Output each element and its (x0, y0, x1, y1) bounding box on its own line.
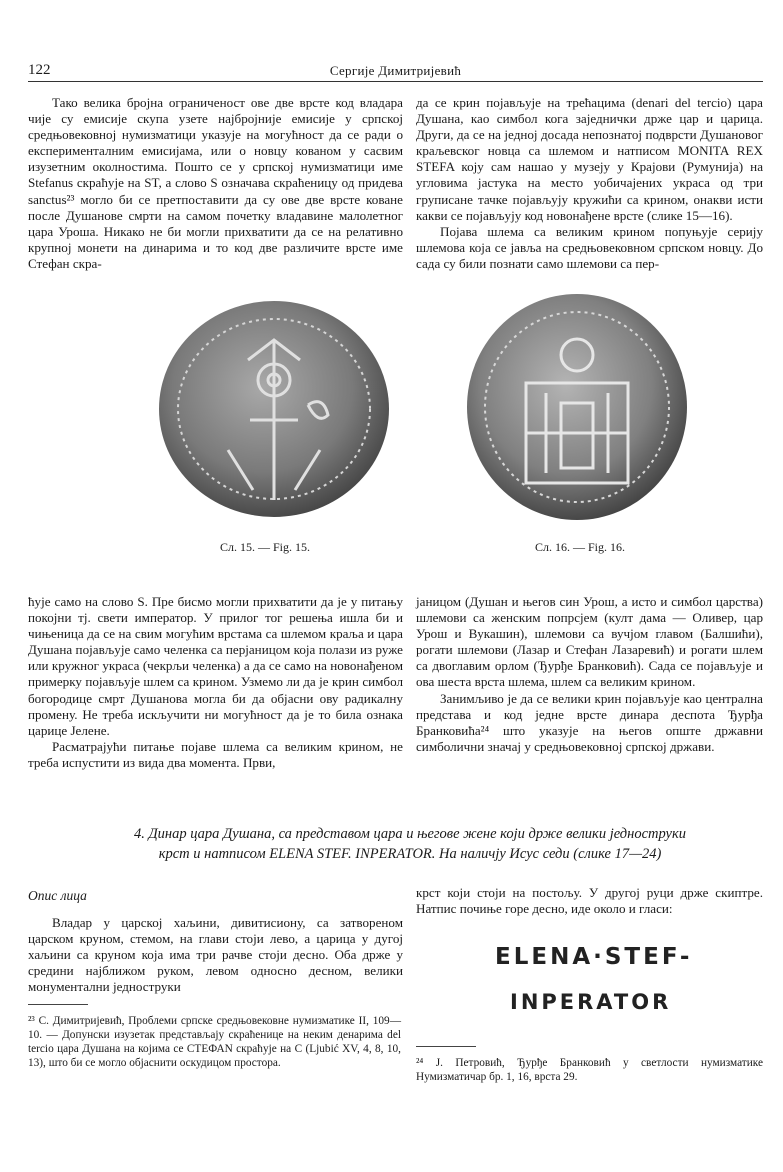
subheading: Опис лица (28, 888, 87, 903)
coin-image-fig15 (158, 300, 390, 518)
heading-line: крст и натписом ELENA STEF. INPERATOR. На наличју Исус седи (слике 17—24) (158, 846, 662, 862)
footnote-23: ²³ С. Димитријевић, Проблеми српске средњовековне нумизматике II, 109—10. — Допунски изузетак представљају скраћенице на неким денарима del tercio цара Душана на којима се СТЕФАN скраћује на С (Ljubić XV, 4, 8, 10, 13), што би се могло објаснити оскудицом простора. (28, 1015, 401, 1069)
inscription-line-1: ELENA·STEF- (495, 944, 693, 970)
paragraph: Појава шлема са великим крином попуњује серију шлемова која се јавља на средњовековном српском новцу. До сада су били познати само шлемови са пер- (416, 223, 763, 271)
paragraph: Расматрајући питање појаве шлема са великим крином, не треба испустити из вида два момента. Први, (28, 738, 403, 770)
lower-left-column (28, 915, 403, 995)
paragraph: Занимљиво је да се велики крин појављује као централна представа и код једне врсте динара деспота Ђурђа Бранковића²⁴ што указује на његов опште државни симболични значај у средњовековној српској држави. (416, 690, 763, 754)
paragraph: Тако велика бројна ограниченост ове две врсте код владара чије су емисије скупа узете најбројније емисије у српској средњовековној нумизматици указује на могућност да се ради о експерименталним емисијама, или о новцу кованом у сасвим изузетним околностима. Пошто се у српској нумизматици име Stefanus скраћује на ST, а слово S означава скраћеницу од придева sanctus²³ могло би се претпоставити да су ове две врсте коване после Душанове смрти на самом почетку владавине малолетног цара Уроша. Никако не би могли прихватити да се на релативно крупној монети на динарима и то код две различите врсте име Стефан скра- (28, 95, 403, 271)
page-number: 122 (28, 62, 51, 78)
paragraph: да се крин појављује на трећацима (denari del tercio) цара Душана, као симбол кога заједнички држе цар и царица. Други, да се на једној досада непознатој подврсти Душановог краљевског новца са шлемом и натписом MONITA REX STEFA коју сам нашао у музеју у Крајови (Румунија) на угловима јастука на место уобичајених украса од три груписане тачке појављују кружићи са крином, онакви исти какви се појављују код новонађене врсте (слике 15—16). (416, 95, 763, 223)
top-right-column (416, 95, 763, 272)
paragraph: јаницом (Душан и његов син Урош, а исто и симбол царства) шлемови са женским попрсјем (култ дама — Оливер, цар Урош и Вукашин), шлемови са вучјом главом (Балшићи), рогати шлемови (Лазар и Стефан Лазаревић) и рогати шлем са двоглавим орлом (Ђурђе Бранковић). Сада се појављује и ова шеста врста шлема, шлем са великим крином. (416, 594, 763, 690)
footnote-rule (28, 1004, 88, 1005)
footnote-rule (416, 1046, 476, 1047)
coin-image-fig16 (466, 293, 688, 521)
inscription-line-2: INPERATOR (510, 990, 672, 1014)
figure-caption: Сл. 16. — Fig. 16. (535, 540, 625, 554)
middle-left-column (28, 594, 403, 771)
running-title: Сергије Димитријевић (329, 63, 462, 78)
header-rule (28, 81, 763, 82)
middle-right-column (416, 594, 763, 755)
top-left-column (28, 95, 403, 272)
lower-right-column (416, 885, 763, 917)
running-header (28, 62, 763, 82)
section-heading (100, 824, 720, 864)
heading-line: 4. Динар цара Душана, са представом цара и његове жене који држе велики једноструки (133, 826, 687, 842)
footnote-24: ²⁴ Ј. Петровић, Ђурђе Бранковић у светлости нумизматике Нумизматичар бр. 1, 16, врста 29. (416, 1057, 763, 1083)
paragraph: крст који стоји на постољу. У другој руци држе скиптре. Натпис почиње горе десно, иде около и гласи: (416, 885, 763, 917)
figure-caption: Сл. 15. — Fig. 15. (220, 540, 310, 554)
paragraph: Владар у царској хаљини, дивитисиону, са затвореном царском круном, стемом, на глави стоји лево, а царица у дугој хаљини са круном која има три рачве стоји десно. Оба држе у средини најближом руком, левом односно десном, велики монументални једноструки (28, 915, 403, 995)
paragraph: ћује само на слово S. Пре бисмо могли прихватити да је у питању покојни тј. свети император. У прилог тог решења ишла би и чињеница да се на свим могућим врстама са шлемом краља и цара Душана појављује само челенка са перјаницом која полази из руже или кружног украса (чекрљи челенка) а да се само на новонађеном примерку појављује шлем са крином. Узмемо ли да је крин симбол богородице смрт Душанова могла би да објасни ову радикалну промену. Не треба искључити ни могућност да је то била ознака царице Јелене. (28, 594, 403, 738)
